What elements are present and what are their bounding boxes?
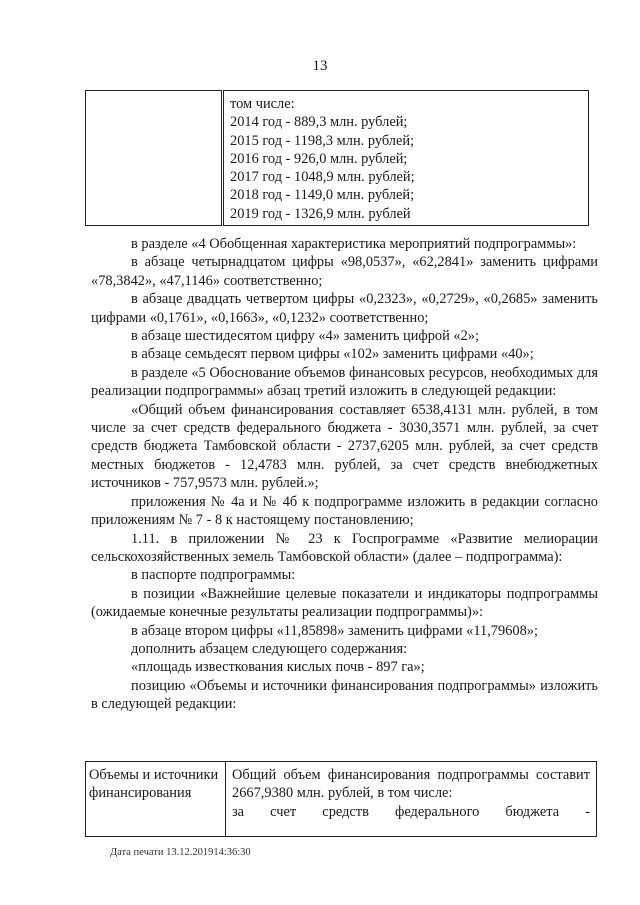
paragraph: в разделе «5 Обоснование объемов финансовых ресурсов, необходимых для реализации подпрограммы» абзац третий изложить в следующей редакции: — [91, 364, 598, 400]
table-line: 2016 год - 926,0 млн. рублей; — [230, 150, 408, 167]
paragraph: в абзаце семьдесят первом цифры «102» заменить цифрами «40»; — [131, 346, 534, 363]
paragraph: в позиции «Важнейшие целевые показатели и индикаторы подпрограммы (ожидаемые конечные результаты реализации подпрограммы)»: — [91, 585, 598, 621]
table-line: 2019 год - 1326,9 млн. рублей — [230, 205, 411, 222]
table-line: 2015 год - 1198,3 млн. рублей; — [230, 132, 415, 149]
paragraph: «Общий объем финансирования составляет 6538,4131 млн. рублей, в том числе за счет средств федерального бюджета - 3030,3571 млн. рублей, за счет средств бюджета Тамбовской области - 2737,6205 млн. рублей, за счет средств местных бюджетов - 12,4783 млн. рублей, за счет средств внебюджетных источников - 757,9573 млн. рублей.»; — [91, 401, 598, 492]
funding-table-top — [85, 90, 589, 226]
document-body — [91, 235, 598, 714]
paragraph: в абзаце шестидесятом цифру «4» заменить цифрой «2»; — [131, 328, 479, 345]
funding-table-bottom — [85, 761, 597, 837]
table-line: за счет средств федерального бюджета - — [232, 803, 590, 820]
page-number: 13 — [312, 58, 328, 74]
paragraph: «площадь известкования кислых почв - 897 га»; — [131, 659, 425, 676]
paragraph: в абзаце втором цифры «11,85898» заменить цифрами «11,79608»; — [131, 622, 538, 639]
paragraph: 1.11. в приложении № 23 к Госпрограмме «Развитие мелиорации сельскохозяйственных земель Тамбовской области» (далее – подпрограмма): — [91, 530, 598, 565]
paragraph: в разделе «4 Обобщенная характеристика мероприятий подпрограммы»: — [131, 236, 577, 252]
table-line: 2018 год - 1149,0 млн. рублей; — [230, 187, 415, 204]
table-cell-years — [223, 91, 589, 226]
paragraph: дополнить абзацем следующего содержания: — [131, 640, 408, 657]
table-line: Общий объем финансирования подпрограммы составит 2667,9380 млн. рублей, в том числе: — [232, 767, 590, 802]
table-line: 2017 год - 1048,9 млн. рублей; — [230, 169, 415, 186]
paragraph: приложения № 4а и № 4б к подпрограмме изложить в редакции согласно приложениям № 7 - 8 к настоящему постановлению; — [91, 493, 598, 529]
table-cell-label: Объемы и источники финансирования — [86, 762, 226, 837]
table-cell-funding — [226, 762, 597, 837]
paragraph: в абзаце двадцать четвертом цифры «0,2323», «0,2729», «0,2685» заменить цифрами «0,1761», «0,1663», «0,1232» соответственно; — [91, 291, 598, 326]
paragraph: в паспорте подпрограммы: — [131, 567, 296, 584]
paragraph: в абзаце четырнадцатом цифры «98,0537», «62,2841» заменить цифрами «78,3842», «47,1146» соответственно; — [91, 254, 598, 289]
paragraph: позицию «Объемы и источники финансирования подпрограммы» изложить в следующей редакции: — [91, 677, 598, 713]
table-cell-empty — [86, 91, 223, 226]
table-line: том числе: — [230, 96, 295, 112]
print-date-footer: Дата печати 13.12.201914:36:30 — [110, 847, 251, 858]
table-line: 2014 год - 889,3 млн. рублей; — [230, 114, 408, 131]
